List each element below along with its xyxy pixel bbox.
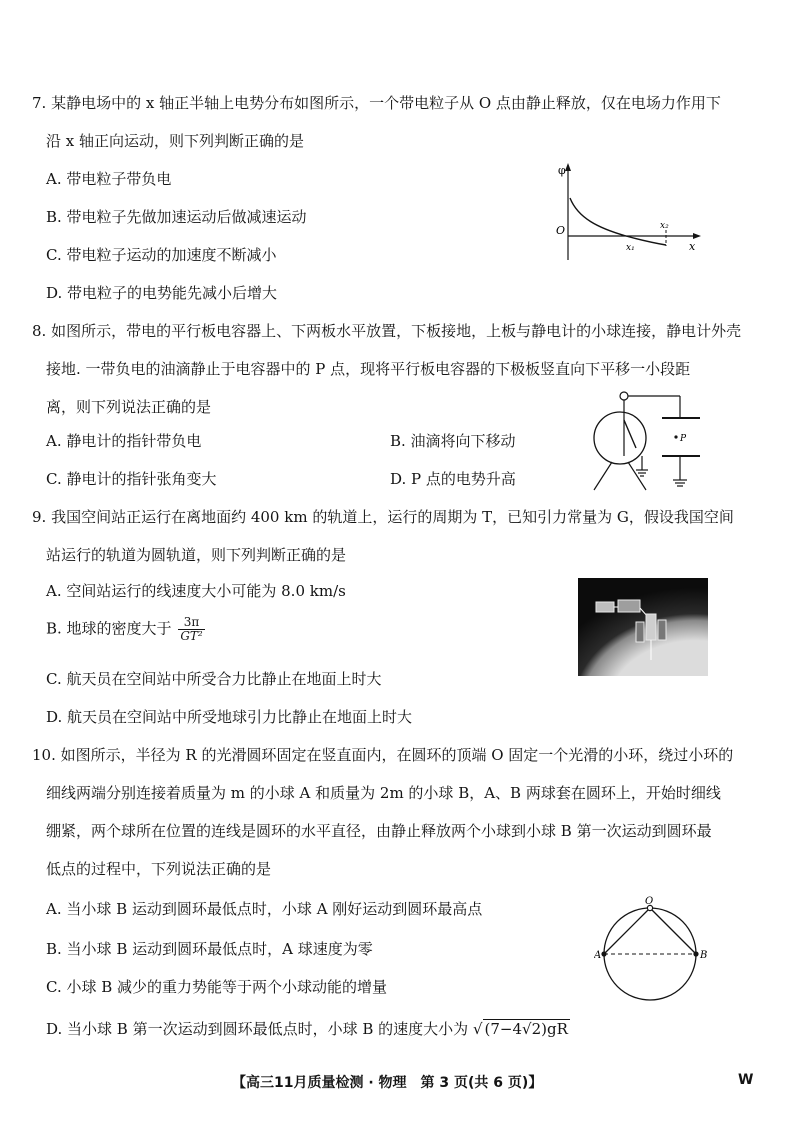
q8-option-b: B. 油滴将向下移动 — [390, 432, 516, 450]
q7-graph-x2: x₂ — [660, 221, 669, 231]
q10-option-d-radical: √ (7−4√2)gR — [472, 1020, 568, 1038]
q10-option-d — [46, 1018, 570, 1039]
q8-figure-p-label: P — [680, 434, 687, 444]
q8-electrometer-capacitor-figure — [576, 380, 706, 500]
q7-option-c: C. 带电粒子运动的加速度不断减小 — [46, 246, 277, 264]
q9-option-b-fraction — [178, 616, 204, 643]
q7-stem-line2: 沿 x 轴正向运动，则下列判断正确的是 — [46, 132, 304, 150]
q10-option-b: B. 当小球 B 运动到圆环最低点时，A 球速度为零 — [46, 940, 373, 958]
q10-figure-a-label: A — [594, 950, 602, 961]
q10-stem-line1: 10. 如图所示，半径为 R 的光滑圆环固定在竖直面内，在圆环的顶端 O 固定一个光滑的小环，绕过小环的 — [32, 746, 734, 764]
q9-stem-line2: 站运行的轨道为圆轨道，则下列判断正确的是 — [46, 546, 347, 564]
q10-option-c: C. 小球 B 减少的重力势能等于两个小球动能的增量 — [46, 978, 388, 996]
q9-fraction-numerator: 3π — [178, 616, 204, 630]
q9-stem-line1: 9. 我国空间站正运行在离地面约 400 km 的轨道上，运行的周期为 T，已知引力常量为 G，假设我国空间 — [32, 508, 734, 526]
q10-option-d-text: D. 当小球 B 第一次运动到圆环最低点时，小球 B 的速度大小为 — [46, 1020, 469, 1038]
q7-potential-graph — [548, 160, 708, 270]
q7-stem-line1: 7. 某静电场中的 x 轴正半轴上电势分布如图所示，一个带电粒子从 O 点由静止释放，仅在电场力作用下 — [32, 94, 721, 112]
q9-option-b — [46, 616, 205, 643]
space-station-photo — [578, 578, 708, 676]
q9-option-d: D. 航天员在空间站中所受地球引力比静止在地面上时大 — [46, 708, 413, 726]
q7-option-b: B. 带电粒子先做加速运动后做减速运动 — [46, 208, 307, 226]
q10-stem-line3: 绷紧，两个球所在位置的连线是圆环的水平直径，由静止释放两个小球到小球 B 第一次运动到圆环最 — [46, 822, 712, 840]
page-footer: 【高三11月质量检测 · 物理 第 3 页(共 6 页)】 — [232, 1075, 543, 1091]
q7-graph-y-label: φ — [558, 164, 566, 177]
q9-option-c: C. 航天员在空间站中所受合力比静止在地面上时大 — [46, 670, 382, 688]
q10-stem-line4: 低点的过程中，下列说法正确的是 — [46, 860, 272, 878]
footer-mark: W — [738, 1072, 754, 1088]
q10-stem-line2: 细线两端分别连接着质量为 m 的小球 A 和质量为 2m 的小球 B，A、B 两球套在圆环上，开始时细线 — [46, 784, 721, 802]
q8-stem-line3: 离，则下列说法正确的是 — [46, 398, 212, 416]
q10-ring-figure — [594, 896, 712, 1012]
q7-graph-x-label: x — [689, 240, 696, 253]
q8-option-a: A. 静电计的指针带负电 — [46, 432, 202, 450]
q10-option-a: A. 当小球 B 运动到圆环最低点时，小球 A 刚好运动到圆环最高点 — [46, 900, 483, 918]
q9-option-b-text: B. 地球的密度大于 — [46, 619, 172, 638]
q7-option-d: D. 带电粒子的电势能先减小后增大 — [46, 284, 278, 302]
q8-stem-line2: 接地. 一带负电的油滴静止于电容器中的 P 点，现将平行板电容器的下极板竖直向下平移一小段距 — [46, 360, 691, 378]
q7-graph-x1: x₁ — [626, 243, 635, 253]
q8-option-c: C. 静电计的指针张角变大 — [46, 470, 217, 488]
q10-figure-b-label: B — [700, 950, 708, 961]
q10-option-d-formula: (7−4√2)gR — [484, 1020, 568, 1038]
q8-stem-line1: 8. 如图所示，带电的平行板电容器上、下两板水平放置，下板接地，上板与静电计的小球连接，静电计外壳 — [32, 322, 742, 340]
q9-fraction-denominator: GT² — [180, 629, 203, 643]
q7-option-a: A. 带电粒子带负电 — [46, 170, 172, 188]
q8-option-d: D. P 点的电势升高 — [390, 470, 516, 488]
q10-figure-o-label: O — [645, 896, 654, 907]
q7-graph-origin: O — [556, 224, 566, 237]
q9-option-a: A. 空间站运行的线速度大小可能为 8.0 km/s — [46, 582, 346, 600]
